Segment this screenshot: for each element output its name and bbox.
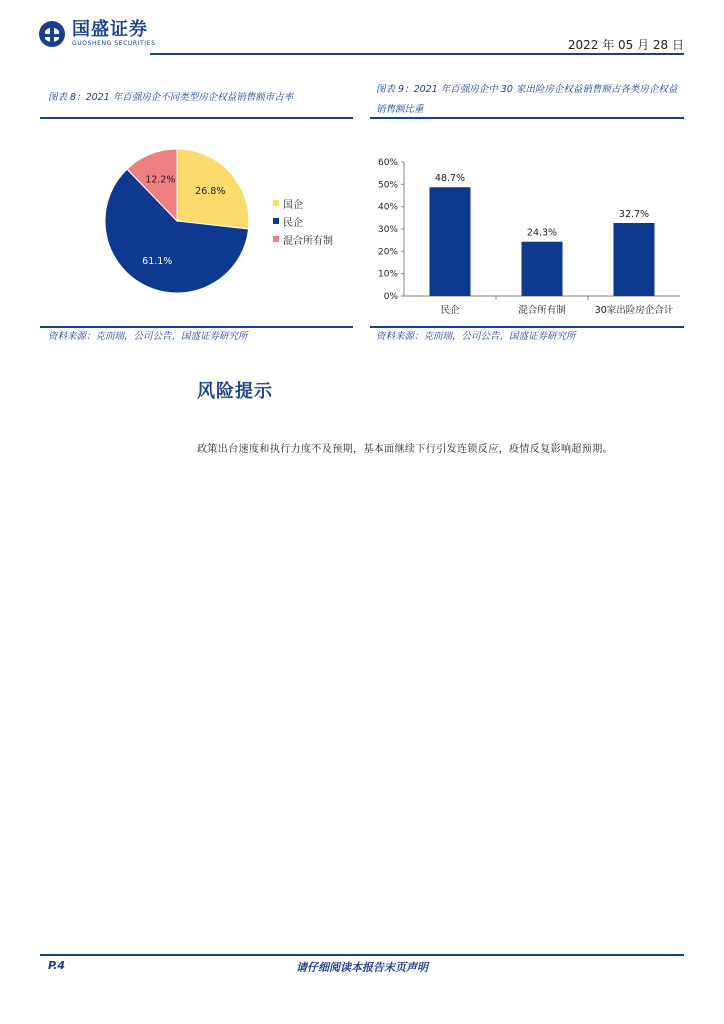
header-divider — [150, 53, 684, 55]
bar — [430, 187, 471, 296]
logo-name: 国盛证券 — [72, 19, 148, 40]
bar-data-label: 48.7% — [434, 173, 466, 185]
pie-data-label: 26.8% — [195, 186, 226, 198]
bar-data-label: 24.3% — [526, 227, 558, 239]
risk-section-text: 政策出台速度和执行力度不及预期，基本面继续下行引发连锁反应，疫情反复影响超预期。 — [197, 444, 613, 455]
legend-item — [273, 212, 333, 230]
report-date: 2022 年 05 月 28 日 — [567, 38, 684, 52]
risk-section-title: 风险提示 — [197, 381, 273, 402]
figure8-caption-rule — [40, 117, 353, 119]
legend-label: 民企 — [283, 217, 303, 229]
footer-divider — [40, 954, 684, 956]
footer-disclaimer-note: 请仔细阅读本报告末页声明 — [296, 961, 428, 974]
figure8-source: 资料来源：克而瑞，公司公告，国盛证券研究所 — [48, 331, 248, 342]
y-tick-label: 40% — [377, 202, 398, 213]
logo-mark-icon — [38, 20, 66, 48]
company-logo — [38, 20, 155, 48]
legend-swatch — [273, 236, 279, 242]
legend-swatch — [273, 200, 279, 206]
legend-label: 混合所有制 — [283, 235, 333, 247]
figure9-caption-rule — [370, 117, 684, 119]
x-tick-label: 30家出险房企合计 — [594, 305, 674, 316]
y-tick-label: 50% — [377, 180, 398, 191]
legend-swatch — [273, 218, 279, 224]
pie-data-label: 61.1% — [142, 256, 173, 268]
pie-data-label: 12.2% — [145, 174, 176, 186]
y-tick-label: 0% — [383, 292, 398, 302]
bar — [614, 223, 655, 296]
y-tick-label: 30% — [377, 225, 398, 235]
legend-label: 国企 — [283, 199, 303, 211]
x-tick-label: 混合所有制 — [518, 305, 566, 316]
bar — [522, 242, 563, 296]
legend-item — [273, 230, 333, 248]
figure9-caption: 图表 9：2021 年百强房企中 30 家出险房企权益销售额占各类房企权益销售额比重 — [376, 84, 678, 115]
figure9-source: 资料来源：克而瑞，公司公告，国盛证券研究所 — [376, 331, 576, 342]
page-number: P.4 — [48, 959, 66, 972]
logo-name-en: GUOSHENG SECURITIES — [72, 40, 156, 47]
x-tick-label: 民企 — [440, 305, 460, 316]
y-tick-label: 20% — [377, 247, 398, 258]
y-tick-label: 10% — [377, 269, 398, 280]
figure8-legend — [273, 194, 333, 248]
figure9-bar-chart — [370, 150, 684, 320]
legend-item — [273, 194, 333, 212]
y-tick-label: 60% — [377, 158, 398, 168]
bar-data-label: 32.7% — [618, 208, 650, 220]
figure8-caption: 图表 8：2021 年百强房企不同类型房企权益销售额市占率 — [48, 92, 294, 103]
